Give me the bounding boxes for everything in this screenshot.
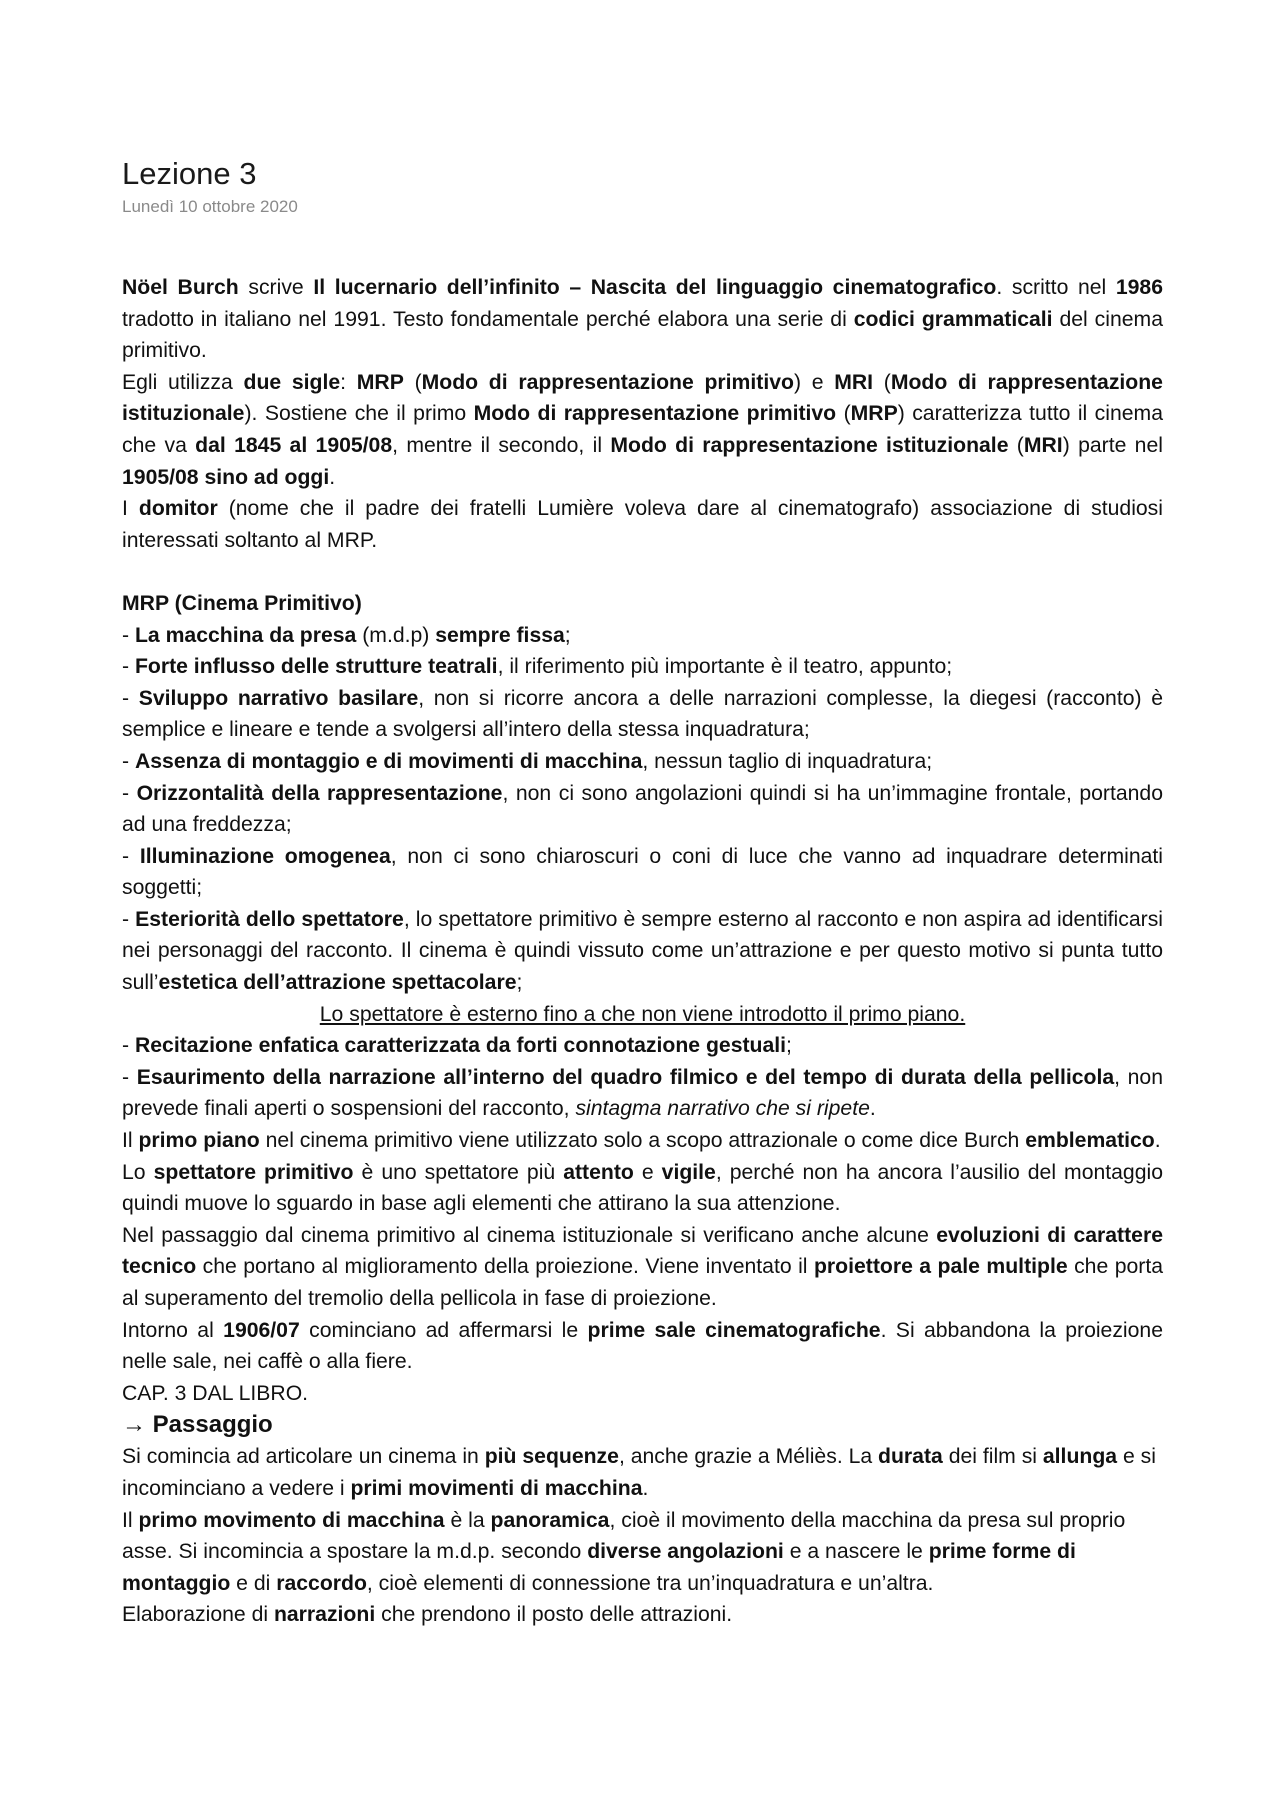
text: I xyxy=(122,497,139,521)
arrow-right-icon: → xyxy=(122,1411,146,1439)
text: - xyxy=(122,1065,137,1089)
text-bold: proiettore a pale multiple xyxy=(813,1255,1068,1279)
text-bold: MRP xyxy=(850,402,898,426)
text: Si comincia ad articolare un cinema in xyxy=(122,1445,485,1469)
text-bold: Recitazione enfatica caratterizzata da forti connotazione gestuali xyxy=(134,1034,787,1058)
text: . xyxy=(1154,1129,1161,1153)
text-bold: durata xyxy=(878,1445,943,1469)
text: , nessun taglio di inquadratura; xyxy=(642,749,933,773)
text-bold: primo piano xyxy=(138,1129,260,1153)
paragraph-cap: CAP. 3 DAL LIBRO. xyxy=(122,1381,309,1405)
text: Egli utilizza xyxy=(122,370,244,394)
text: . xyxy=(642,1476,649,1500)
lesson-date: Lunedì 10 ottobre 2020 xyxy=(122,197,298,216)
paragraph-burch xyxy=(122,272,1163,367)
text: . scritto nel xyxy=(996,276,1116,299)
text-bold: primo movimento di macchina xyxy=(138,1508,445,1532)
text-bold: 1986 xyxy=(1115,276,1163,299)
text: ( xyxy=(873,370,891,394)
text: : xyxy=(340,370,357,394)
text: e si incominciano a vedere i xyxy=(122,1445,1156,1500)
text: - xyxy=(122,907,136,931)
list-item xyxy=(122,651,1163,683)
section-heading-passaggio xyxy=(122,1409,1163,1441)
text: , non prevede finali aperti o sospensioni del racconto, xyxy=(122,1065,1164,1121)
text: - xyxy=(122,623,135,647)
text: , lo spettatore primitivo è sempre esterno al racconto e non aspira ad identificarsi nei personaggi del racconto. Il cinema è quindi vissuto come un’attrazione e per questo motivo si punta tutto sull’ xyxy=(122,907,1163,995)
paragraph-sale xyxy=(122,1315,1163,1378)
text-bold: prime forme di montaggio xyxy=(122,1540,1076,1595)
text-bold: vigile xyxy=(661,1160,716,1184)
list-item xyxy=(122,1062,1163,1125)
text: , anche grazie a Méliès. La xyxy=(618,1445,879,1469)
underlined-note xyxy=(122,999,1163,1031)
text-bold: Forte influsso delle strutture teatrali xyxy=(134,655,498,679)
text-bold: diverse angolazioni xyxy=(587,1540,784,1564)
text-bold: panoramica xyxy=(490,1508,610,1532)
text: - xyxy=(122,749,135,773)
text-bold: Modo di rappresentazione istituzionale xyxy=(122,370,1163,426)
text: nel cinema primitivo viene utilizzato solo a scopo attrazionale o come dice Burch xyxy=(259,1129,1026,1153)
list-item xyxy=(122,778,1163,841)
text: scrive xyxy=(238,276,314,299)
text: e xyxy=(633,1160,662,1184)
text: ). Sostiene che il primo xyxy=(244,402,474,426)
text-bold: spettatore primitivo xyxy=(153,1160,354,1184)
text-bold: Orizzontalità della rappresentazione xyxy=(136,781,503,805)
text: (m.d.p) xyxy=(356,623,436,647)
text: Il xyxy=(122,1508,139,1532)
paragraph-primo-piano xyxy=(122,1125,1163,1157)
text-bold: attento xyxy=(563,1160,634,1184)
text: Il xyxy=(122,1129,139,1153)
paragraph-sequenze xyxy=(122,1441,1163,1504)
text: Intorno al xyxy=(122,1318,224,1342)
text-bold: più sequenze xyxy=(484,1445,619,1469)
text: - xyxy=(122,1034,135,1058)
text: è la xyxy=(444,1508,491,1532)
text: tradotto in italiano nel 1991. Testo fondamentale perché elabora una serie di xyxy=(122,307,854,331)
text: - xyxy=(122,781,137,805)
list-item xyxy=(122,841,1163,904)
text-bold: evoluzioni di carattere tecnico xyxy=(122,1223,1163,1279)
text-bold: Illuminazione omogenea xyxy=(139,844,391,868)
text-bold: sempre fissa xyxy=(435,623,565,647)
text-bold: 1905/08 sino ad oggi xyxy=(122,465,330,489)
text: Elaborazione di xyxy=(122,1603,274,1627)
text-bold: 1906/07 xyxy=(223,1318,300,1342)
text: e di xyxy=(230,1571,277,1595)
text-bold: MRP xyxy=(356,370,404,394)
text-italic: sintagma narrativo che si ripete xyxy=(575,1097,870,1121)
text: del cinema primitivo. xyxy=(122,307,1163,363)
text: - xyxy=(122,655,135,679)
text: e a nascere le xyxy=(783,1540,929,1564)
text-bold: Passaggio xyxy=(152,1411,273,1439)
paragraph-domitor xyxy=(122,493,1163,556)
text: , non si ricorre ancora a delle narrazioni complesse, la diegesi (racconto) è semplice e lineare e tende a svolgersi all’intero della stessa inquadratura; xyxy=(122,686,1163,742)
text-bold: Assenza di montaggio e di movimenti di macchina xyxy=(134,749,643,773)
text: ( xyxy=(403,370,422,394)
text: cominciano ad affermarsi le xyxy=(299,1318,588,1342)
text-bold: primi movimenti di macchina xyxy=(350,1476,643,1500)
page-title: Lezione 3 xyxy=(122,156,257,191)
document-body xyxy=(122,272,1163,1631)
list-item xyxy=(122,1030,1163,1062)
paragraph-panoramica xyxy=(122,1505,1163,1600)
text: , non ci sono chiaroscuri o coni di luce che vanno ad inquadrare determinati soggetti; xyxy=(122,844,1163,900)
text-bold: dal 1845 al 1905/08 xyxy=(195,433,393,457)
text: dei film si xyxy=(942,1445,1043,1469)
text: ) caratterizza tutto il cinema che va xyxy=(122,402,1163,457)
text: ( xyxy=(836,402,851,426)
text: - xyxy=(122,686,139,710)
paragraph-spettatore xyxy=(122,1157,1163,1220)
text: . xyxy=(329,465,336,489)
list-item xyxy=(122,683,1163,746)
text-bold: narrazioni xyxy=(273,1603,376,1627)
text-bold: allunga xyxy=(1042,1445,1118,1469)
text-bold: Il lucernario dell’infinito – Nascita del linguaggio cinematografico xyxy=(313,276,997,299)
text-bold: Modo di rappresentazione primitivo xyxy=(473,402,837,426)
text-bold: emblematico xyxy=(1025,1129,1155,1153)
text-bold: estetica dell’attrazione spettacolare xyxy=(158,971,517,995)
text-underline: Lo spettatore è esterno fino a che non viene introdotto il primo piano. xyxy=(319,1002,966,1026)
text: ; xyxy=(564,623,571,647)
text: che porta al superamento del tremolio della pellicola in fase di proiezione. xyxy=(122,1255,1163,1310)
text-bold: Modo di rappresentazione primitivo xyxy=(421,370,794,394)
text: ) e xyxy=(793,370,835,394)
text: (nome che il padre dei fratelli Lumière voleva dare al cinematografo) associazione di studiosi interessati soltanto al MRP. xyxy=(122,497,1163,552)
spacer xyxy=(122,556,1163,588)
list-item xyxy=(122,746,1163,778)
text: Nel passaggio dal cinema primitivo al cinema istituzionale si verificano anche alcune xyxy=(122,1223,937,1247)
text: ; xyxy=(516,971,523,995)
paragraph-sigle xyxy=(122,367,1163,493)
section-heading-mrp xyxy=(122,588,1163,620)
text: , mentre il secondo, il xyxy=(392,433,611,457)
text: , perché non ha ancora l’ausilio del montaggio quindi muove lo sguardo in base agli elementi che attirano la sua attenzione. xyxy=(122,1160,1163,1216)
text: ( xyxy=(1008,433,1024,457)
text-bold: prime sale cinematografiche xyxy=(587,1318,881,1342)
text: , cioè il movimento della macchina da presa sul proprio asse. Si incomincia a spostare la m.d.p. secondo xyxy=(122,1508,1126,1564)
text-bold: domitor xyxy=(138,497,218,521)
paragraph-evoluzioni xyxy=(122,1220,1163,1315)
text: Lo xyxy=(122,1160,154,1184)
text: che prendono il posto delle attrazioni. xyxy=(375,1603,733,1627)
text: che portano al miglioramento della proiezione. Viene inventato il xyxy=(196,1255,814,1279)
text: . xyxy=(869,1097,876,1121)
text-bold: Sviluppo narrativo basilare xyxy=(138,686,419,710)
list-item xyxy=(122,904,1163,999)
text: ) parte nel xyxy=(1062,433,1163,457)
text-bold: MRP (Cinema Primitivo) xyxy=(122,591,362,615)
text-bold: La macchina da presa xyxy=(134,623,357,647)
text-bold: MRI xyxy=(1023,433,1063,457)
text-bold: Esteriorità dello spettatore xyxy=(135,907,404,931)
text-bold: Nöel Burch xyxy=(122,276,239,299)
text-bold: Modo di rappresentazione istituzionale xyxy=(610,433,1009,457)
text: ; xyxy=(786,1034,792,1058)
text-bold: Esaurimento della narrazione all’interno del quadro filmico e del tempo di durata della pellicola xyxy=(136,1065,1115,1089)
paragraph-narrazioni xyxy=(122,1599,1163,1631)
list-item xyxy=(122,620,1163,652)
text: , cioè elementi di connessione tra un’inquadratura e un’altra. xyxy=(366,1571,934,1595)
text: . Si abbandona la proiezione nelle sale, nei caffè o alla fiere. xyxy=(122,1318,1163,1374)
text-bold: codici grammaticali xyxy=(853,307,1053,331)
text: è uno spettatore più xyxy=(353,1160,564,1184)
text-bold: raccordo xyxy=(276,1571,367,1595)
text: - xyxy=(122,844,140,868)
text-bold: MRI xyxy=(834,370,874,394)
text-bold: due sigle xyxy=(243,370,341,394)
text: , non ci sono angolazioni quindi si ha un’immagine frontale, portando ad una freddezza; xyxy=(122,781,1163,837)
text: , il riferimento più importante è il teatro, appunto; xyxy=(497,655,953,679)
